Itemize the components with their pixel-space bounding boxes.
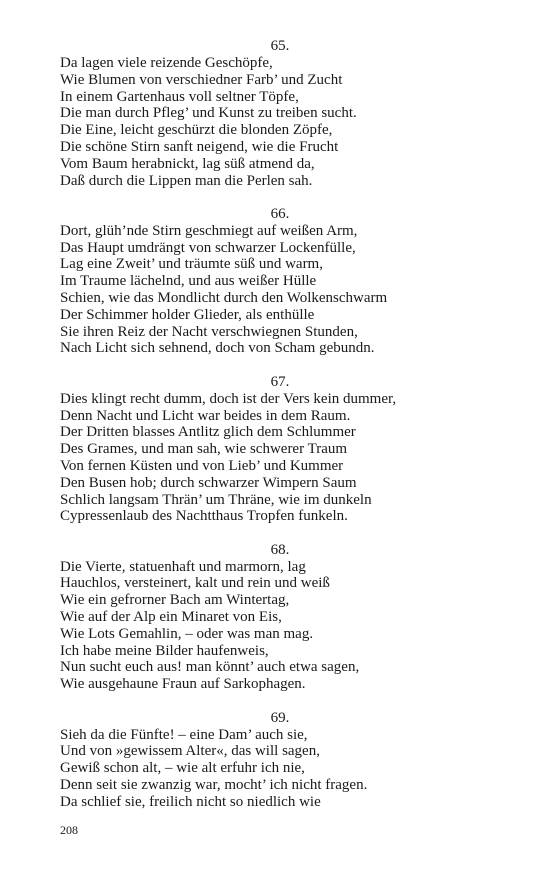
verse-line: Nach Licht sich sehnend, doch von Scham gebundn. xyxy=(60,340,375,357)
verse-line: Die man durch Pfleg’ und Kunst zu treiben sucht. xyxy=(60,105,357,122)
verse-line: Der Dritten blasses Antlitz glich dem Schlummer xyxy=(60,424,356,441)
stanza-66 xyxy=(60,206,500,357)
verse-line: Da schlief sie, freilich nicht so niedlich wie xyxy=(60,793,321,810)
verse-line: Schlich langsam Thrän’ um Thräne, wie im dunkeln xyxy=(60,491,372,508)
verse-line: Cypressenlaub des Nachtthaus Tropfen funkeln. xyxy=(60,508,348,525)
verse-line: Schien, wie das Mondlicht durch den Wolkenschwarm xyxy=(60,290,388,307)
verse-line: Wie Lots Gemahlin, – oder was man mag. xyxy=(60,625,314,642)
verse-line: Sie ihren Reiz der Nacht verschwiegnen Stunden, xyxy=(60,323,358,340)
verse-line: Nun sucht euch aus! man könnt’ auch etwa sagen, xyxy=(60,659,360,676)
stanza-68 xyxy=(60,542,500,693)
verse-line: Der Schimmer holder Glieder, als enthülle xyxy=(60,306,315,323)
verse-line: Das Haupt umdrängt von schwarzer Lockenfülle, xyxy=(60,239,356,256)
verse-line: Den Busen hob; durch schwarzer Wimpern Saum xyxy=(60,474,357,491)
stanza-65 xyxy=(60,38,500,189)
verse-line: Ich habe meine Bilder haufenweis, xyxy=(60,642,269,659)
verse-line: In einem Gartenhaus voll seltner Töpfe, xyxy=(60,88,299,105)
verse-line: Wie ein gefrorner Bach am Wintertag, xyxy=(60,592,290,609)
stanza-number: 67. xyxy=(270,373,290,390)
page-body xyxy=(60,38,500,827)
verse-line: Daß durch die Lippen man die Perlen sah. xyxy=(60,172,313,189)
verse-line: Dort, glüh’nde Stirn geschmiegt auf weißen Arm, xyxy=(60,222,358,239)
stanza-number: 69. xyxy=(270,709,290,726)
stanza-number: 66. xyxy=(270,205,290,222)
verse-line: Wie Blumen von verschiedner Farb’ und Zucht xyxy=(60,71,343,88)
verse-line: Vom Baum herabnickt, lag süß atmend da, xyxy=(60,155,315,172)
verse-line: Und von »gewissem Alter«, das will sagen, xyxy=(60,743,320,760)
verse-line: Denn Nacht und Licht war beides in dem Raum. xyxy=(60,407,351,424)
verse-line: Gewiß schon alt, – wie alt erfuhr ich nie, xyxy=(60,760,305,777)
verse-line: Des Grames, und man sah, wie schwerer Traum xyxy=(60,441,348,458)
verse-line: Die schöne Stirn sanft neigend, wie die Frucht xyxy=(60,138,339,155)
verse-line: Die Eine, leicht geschürzt die blonden Zöpfe, xyxy=(60,122,333,139)
verse-line: Wie auf der Alp ein Minaret von Eis, xyxy=(60,609,282,626)
page-number: 208 xyxy=(60,823,78,837)
verse-line: Wie ausgehaune Fraun auf Sarkophagen. xyxy=(60,676,306,693)
verse-line: Im Traume lächelnd, und aus weißer Hülle xyxy=(60,273,317,290)
stanza-number: 65. xyxy=(270,38,290,54)
verse-line: Hauchlos, versteinert, kalt und rein und weiß xyxy=(60,575,330,592)
stanza-67 xyxy=(60,374,500,525)
stanza-69 xyxy=(60,710,500,811)
verse-line: Denn seit sie zwanzig war, mocht’ ich nicht fragen. xyxy=(60,776,368,793)
verse-line: Von fernen Küsten und von Lieb’ und Kummer xyxy=(60,457,344,474)
verse-line: Dies klingt recht dumm, doch ist der Vers kein dummer, xyxy=(60,390,397,407)
verse-line: Lag eine Zweit’ und träumte süß und warm, xyxy=(60,256,323,273)
stanza-number: 68. xyxy=(270,541,290,558)
verse-line: Die Vierte, statuenhaft und marmorn, lag xyxy=(60,558,306,575)
verse-line: Da lagen viele reizende Geschöpfe, xyxy=(60,55,273,71)
verse-line: Sieh da die Fünfte! – eine Dam’ auch sie, xyxy=(60,726,308,743)
